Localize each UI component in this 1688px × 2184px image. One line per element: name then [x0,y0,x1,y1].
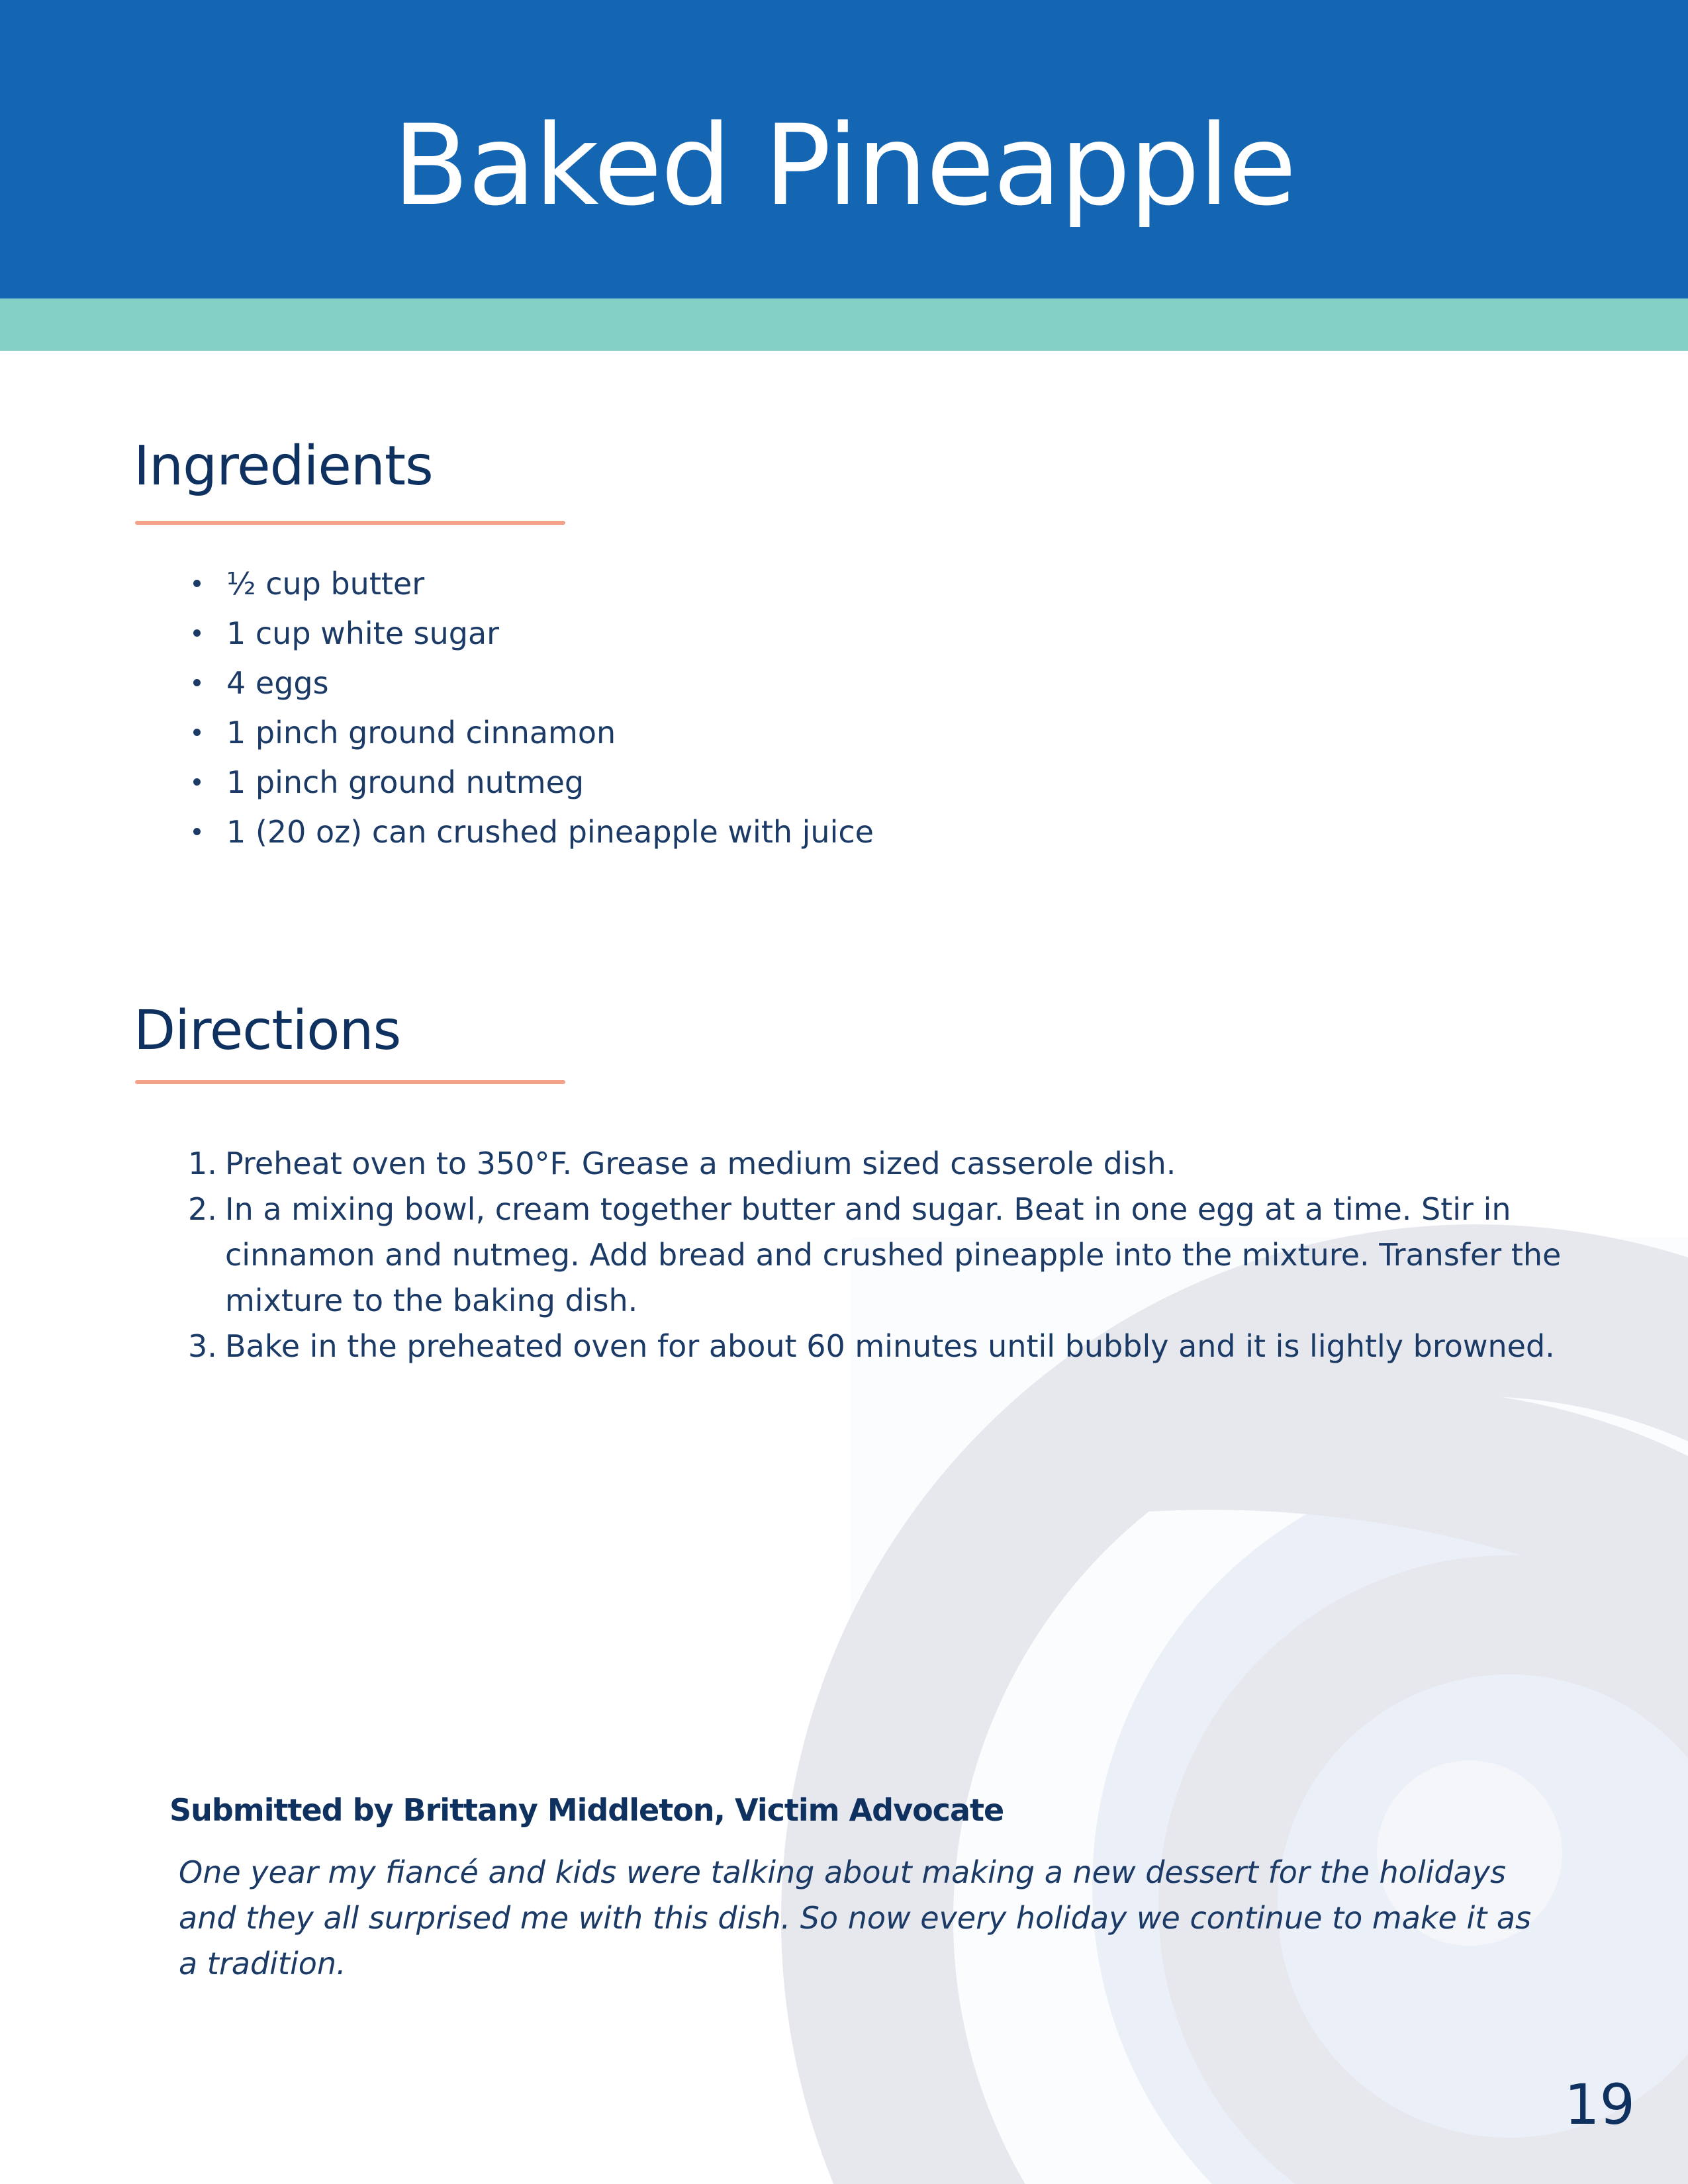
bullet-icon [193,778,201,786]
directions-heading: Directions [134,999,401,1062]
ingredients-divider [135,521,565,525]
list-item [188,1141,1571,1187]
bullet-icon [193,729,201,736]
bullet-icon [193,629,201,637]
ingredients-list [188,559,874,857]
ingredients-heading: Ingredients [134,435,433,498]
step-number: 2. [188,1191,217,1227]
accent-band [0,298,1688,351]
bullet-icon [193,679,201,686]
step-text: In a mixing bowl, cream together butter and sugar. Beat in one egg at a time. Stir in cinnamon and nutmeg. Add bread and crushed pineapple into the mixture. Transfer the mixture to the baking dish. [225,1191,1562,1318]
list-item: ½ cup butter [188,559,874,609]
page-title: Baked Pineapple [393,101,1295,230]
step-text: Bake in the preheated oven for about 60 minutes until bubbly and it is lightly browned. [225,1328,1555,1364]
page-number: 19 [1564,2072,1635,2137]
step-number: 3. [188,1328,217,1364]
list-item: 1 cup white sugar [188,609,874,659]
directions-list [188,1141,1571,1369]
submission-story: One year my fiancé and kids were talking about making a new dessert for the holidays and they all surprised me with this dish. So now every holiday we continue to make it as a tradition. [179,1854,1532,1981]
list-item: 1 pinch ground cinnamon [188,708,874,758]
step-text: Preheat oven to 350°F. Grease a medium sized casserole dish. [225,1146,1176,1181]
directions-divider [135,1080,565,1084]
bullet-icon [193,828,201,835]
list-item: 4 eggs [188,659,874,708]
list-item: 1 pinch ground nutmeg [188,758,874,807]
step-number: 1. [188,1146,217,1181]
list-item [188,1324,1571,1369]
bullet-icon [193,580,201,587]
list-item: 1 (20 oz) can crushed pineapple with juice [188,807,874,857]
list-item [188,1187,1571,1324]
submitted-by: Submitted by Brittany Middleton, Victim Advocate [169,1792,1004,1828]
